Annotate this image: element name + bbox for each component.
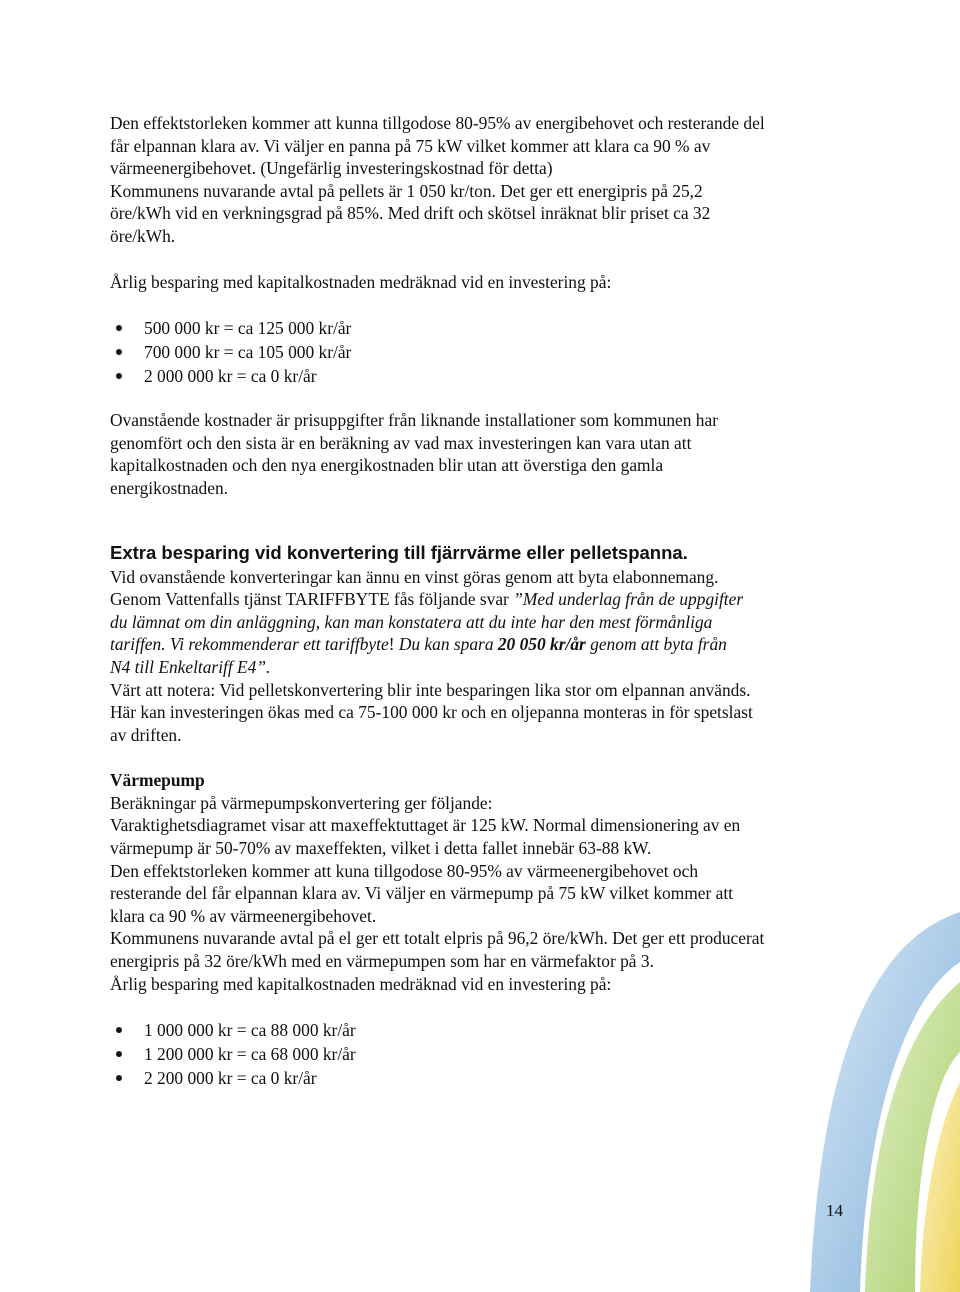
savings-amount: 20 050 kr/år bbox=[497, 634, 586, 655]
text-line: öre/kWh vid en verkningsgrad på 85%. Med drift och skötsel inräknat blir priset ca 32 bbox=[110, 203, 711, 224]
section-heading-heat-pump: Värmepump bbox=[110, 770, 205, 791]
list-item: 500 000 kr = ca 125 000 kr/år bbox=[110, 316, 855, 340]
text-line: Kommunens nuvarande avtal på el ger ett totalt elpris på 96,2 öre/kWh. Det ger ett producerat bbox=[110, 928, 765, 949]
extra-savings-paragraph bbox=[110, 566, 855, 747]
quote-text: Du kan spara bbox=[398, 634, 498, 655]
list-item: 1 000 000 kr = ca 88 000 kr/år bbox=[110, 1018, 855, 1042]
list-item: 2 200 000 kr = ca 0 kr/år bbox=[110, 1066, 855, 1090]
pellets-savings-intro: Årlig besparing med kapitalkostnaden medräknad vid en investering på: bbox=[110, 271, 612, 292]
quote-text: N4 till Enkeltariff E4”. bbox=[110, 656, 271, 677]
text-line: Den effektstorleken kommer att kunna tillgodose 80-95% av energibehovet och resterande del bbox=[110, 113, 765, 133]
heat-pump-savings-list bbox=[110, 1018, 855, 1090]
intro-paragraph bbox=[110, 112, 855, 248]
text-line: Beräkningar på värmepumpskonvertering ger följande: bbox=[110, 792, 493, 813]
text-line: energikostnaden. bbox=[110, 477, 228, 498]
text-line: värmepump är 50-70% av maxeffekten, vilket i detta fallet innebär 63-88 kW. bbox=[110, 838, 652, 859]
cost-note-paragraph bbox=[110, 409, 855, 499]
pellets-savings-list bbox=[110, 316, 855, 388]
text-line: Värt att notera: Vid pelletskonvertering blir inte besparingen lika stor om elpannan används. bbox=[110, 679, 751, 700]
list-item: 1 200 000 kr = ca 68 000 kr/år bbox=[110, 1042, 855, 1066]
list-item: 2 000 000 kr = ca 0 kr/år bbox=[110, 364, 855, 388]
quote-text: genom att byta från bbox=[585, 634, 727, 655]
quote-text: du lämnat om din anläggning, kan man konstatera att du inte har den mest förmånliga bbox=[110, 611, 713, 632]
quote-punctuation: ! bbox=[388, 634, 399, 655]
text-line: Här kan investeringen ökas med ca 75-100 000 kr och en oljepanna monteras in för spetslast bbox=[110, 702, 753, 723]
text-line: av driften. bbox=[110, 724, 182, 745]
text-line: klara ca 90 % av värmeenergibehovet. bbox=[110, 905, 377, 926]
text-line: energipris på 32 öre/kWh med en värmepumpen som har en värmefaktor på 3. bbox=[110, 951, 654, 972]
quote-text: tariffen. Vi rekommenderar ett tariffbyte bbox=[110, 634, 389, 655]
page-number: 14 bbox=[826, 1201, 843, 1220]
text-line: Den effektstorleken kommer att kuna tillgodose 80-95% av värmeenergibehovet och bbox=[110, 860, 699, 881]
text-line: resterande del får elpannan klara av. Vi väljer en värmepump på 75 kW vilket kommer att bbox=[110, 883, 734, 904]
text-line: öre/kWh. bbox=[110, 225, 176, 246]
text-line: Kommunens nuvarande avtal på pellets är 1 050 kr/ton. Det ger ett energipris på 25,2 bbox=[110, 180, 703, 201]
text-line: genomfört och den sista är en beräkning av vad max investeringen kan vara utan att bbox=[110, 432, 692, 453]
text-line: Ovanstående kostnader är prisuppgifter från liknande installationer som kommunen har bbox=[110, 410, 719, 431]
text-line: Vid ovanstående konverteringar kan ännu en vinst göras genom att byta elabonnemang. bbox=[110, 566, 719, 587]
quote-text: ”Med underlag från de uppgifter bbox=[513, 589, 744, 610]
page-content bbox=[110, 112, 855, 1090]
text-line: värmeenergibehovet. (Ungefärlig investeringskostnad för detta) bbox=[110, 158, 553, 179]
text-line: Genom Vattenfalls tjänst TARIFFBYTE fås följande svar bbox=[110, 589, 514, 610]
text-line: Årlig besparing med kapitalkostnaden medräknad vid en investering på: bbox=[110, 973, 612, 994]
heat-pump-paragraph bbox=[110, 792, 855, 995]
section-heading-extra-savings: Extra besparing vid konvertering till fjärrvärme eller pelletspanna. bbox=[110, 541, 688, 563]
text-line: får elpannan klara av. Vi väljer en panna på 75 kW vilket kommer att klara ca 90 % av bbox=[110, 135, 711, 156]
text-line: Varaktighetsdiagramet visar att maxeffektuttaget är 125 kW. Normal dimensionering av en bbox=[110, 815, 741, 836]
text-line: kapitalkostnaden och den nya energikostnaden blir utan att överstiga den gamla bbox=[110, 455, 664, 476]
list-item: 700 000 kr = ca 105 000 kr/år bbox=[110, 340, 855, 364]
